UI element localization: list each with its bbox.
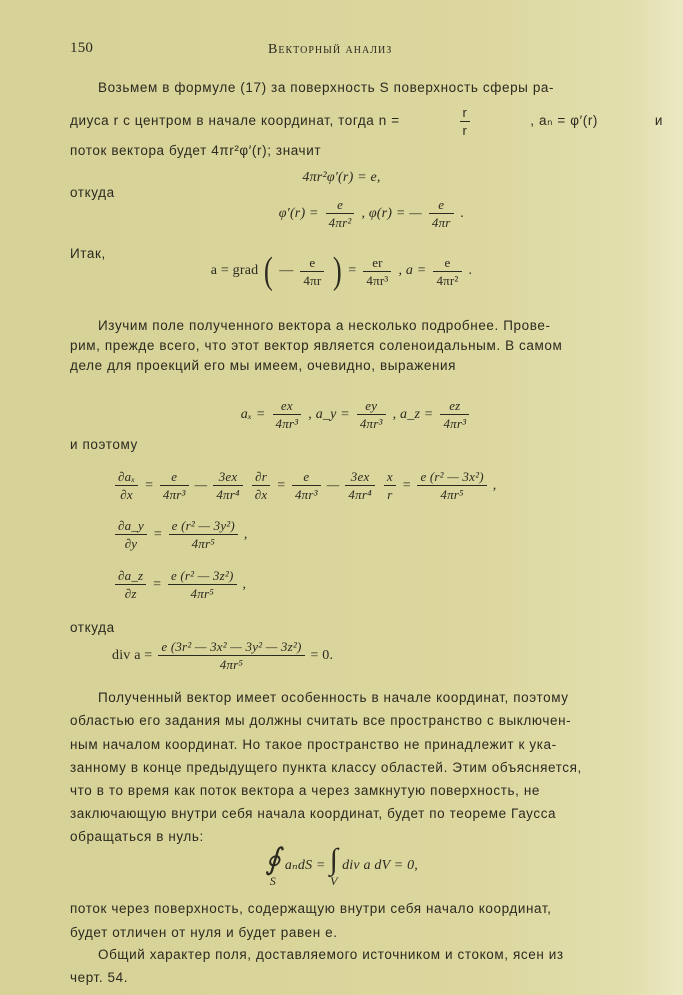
- equation-5: $\frac{\text{∂aₓ}}{\partial x}$ = $\frac{e}{\text{4πr³}}$ — $\frac{3ex}{\text{4πr⁴}}$ $\frac{\partial r}{\partial x}$ = $\frac{e}{\text{4πr³}}$ — $\frac{3ex}{\text{4πr⁴}}$ $\frac{x}{r}$ = $\frac{\text{e (r² — 3x²)}}{\text{4πr⁵}}$ ,: [112, 468, 496, 503]
- running-title: Векторный анализ: [268, 42, 393, 57]
- paragraph-2-line-3: деле для проекций его мы имеем, очевидно, выражения: [70, 358, 457, 373]
- paragraph-1-line-3: поток вектора будет 4πr²φ′(r); значит: [70, 143, 322, 158]
- equation-3: a = grad ( — $\frac{e}{4\pi r}$ ) = $\frac{er}{\text{4πr³}}$ , a = $\frac{e}{\text{4πr²}}$ .: [210, 250, 473, 292]
- paragraph-2-line-1: Изучим поле полученного вектора a несколько подробнее. Прове-: [98, 318, 551, 333]
- equation-9: ∮ S aₙdS = ∫ V div a dV = 0,: [264, 843, 419, 888]
- integral-sign: ∫: [329, 843, 339, 876]
- text: , aₙ = φ′(r): [530, 113, 599, 128]
- equation-4: aₓ = $\frac{ex}{\text{4πr³}}$ , a_y = $\frac{ey}{\text{4πr³}}$ , a_z = $\frac{ez}{\text{4πr³}}$: [15, 397, 683, 432]
- page-number: 150: [70, 40, 94, 56]
- text-otkuda: откуда: [70, 620, 115, 635]
- paragraph-3-line-2: областью его задания мы должны считать все пространство с выключен-: [70, 713, 572, 728]
- paragraph-3-line-6: заключающую внутри себя начала координат, будет по теореме Гаусса: [70, 806, 557, 821]
- text: и: [654, 113, 663, 128]
- paragraph-5-line-2: черт. 54.: [70, 970, 129, 985]
- paragraph-2-line-2: рим, прежде всего, что этот вектор является соленоидальным. В самом: [70, 338, 563, 353]
- text-otkuda: откуда: [70, 185, 115, 200]
- paragraph-5-line-1: Общий характер поля, доставляемого источником и стоком, ясен из: [98, 947, 564, 962]
- equation-8: div a = $\frac{\text{e (3r² — 3x² — 3y² — 3z²)}}{\text{4πr⁵}}$ = 0.: [112, 639, 334, 672]
- contour-integral-sign: ∮: [264, 843, 281, 876]
- paragraph-1-line-2: [70, 104, 663, 138]
- text-poetomu: и поэтому: [70, 437, 138, 452]
- text: диуса r с центром в начале координат, тогда n =: [70, 113, 400, 128]
- paragraph-3-line-4: занному в конце предыдущего пункта классу областей. Этим объясняется,: [70, 760, 582, 775]
- paragraph-3-line-1: Полученный вектор имеет особенность в начале координат, поэтому: [98, 690, 569, 705]
- paragraph-3-line-5: что в то время как поток вектора a через замкнутую поверхность, не: [70, 783, 541, 798]
- paragraph-3-line-7: обращаться в нуль:: [70, 829, 204, 844]
- paragraph-3-line-3: ным началом координат. Но такое пространство не принадлежит к ука-: [70, 737, 557, 752]
- paragraph-4-line-1: поток через поверхность, содержащую внутри себя начало координат,: [70, 901, 552, 916]
- equation-7: $\frac{\partial a\_z}{\partial z}$ = $\frac{\text{e (r² — 3z²)}}{\text{4πr⁵}}$ ,: [112, 567, 246, 602]
- paragraph-1-line-1: Возьмем в формуле (17) за поверхность S поверхность сферы ра-: [98, 80, 555, 95]
- paragraph-4-line-2: будет отличен от нуля и будет равен e.: [70, 925, 338, 940]
- text-itak: Итак,: [70, 246, 106, 261]
- equation-2: φ′(r) = $\frac{e}{\text{4πr²}}$ , φ(r) = — $\frac{e}{4\pi r}$ .: [278, 197, 465, 230]
- equation-1: 4πr²φ′(r) = e,: [302, 170, 381, 185]
- equation-6: $\frac{\partial a\_y}{\partial y}$ = $\frac{\text{e (r² — 3y²)}}{\text{4πr⁵}}$ ,: [112, 517, 248, 552]
- fraction: $\frac{r}{r}$: [460, 104, 471, 139]
